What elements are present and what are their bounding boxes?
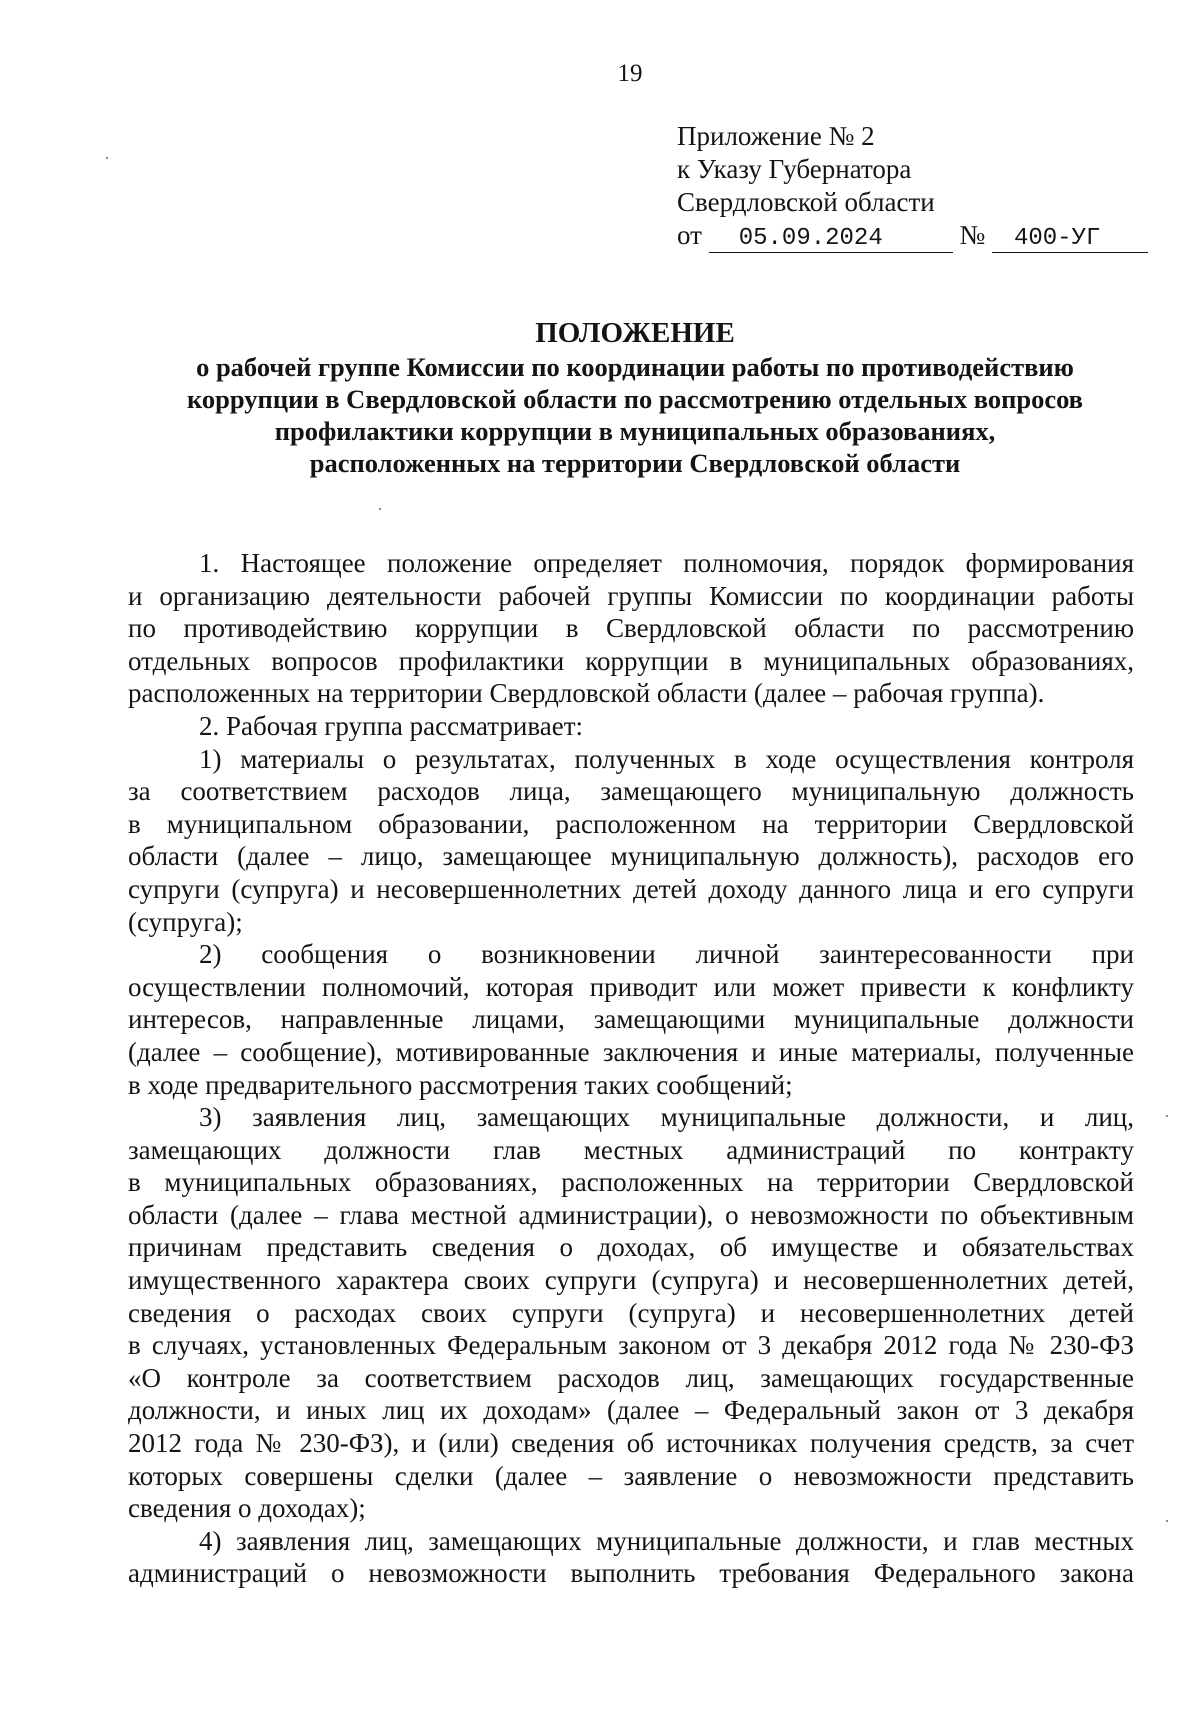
body-line: (далее – сообщение), мотивированные заключения и иные материалы, полученные [128, 1036, 1134, 1067]
date-prefix: от [677, 220, 702, 250]
document-title: ПОЛОЖЕНИЕ [535, 317, 735, 349]
scan-speck [1166, 1115, 1168, 1117]
body-line: (супруга); [128, 906, 243, 937]
subtitle-line: расположенных на территории Свердловской области [309, 448, 961, 478]
body-line: области (далее – глава местной администрации), о невозможности по объективным [128, 1199, 1134, 1230]
document-body [128, 547, 1134, 1590]
scan-speck [379, 508, 381, 510]
subtitle-line: о рабочей группе Комиссии по координации работы по противодействию [196, 352, 1074, 382]
body-line: 3) заявления лиц, замещающих муниципальные должности, и лиц, [199, 1102, 1134, 1133]
body-line: интересов, направленные лицами, замещающими муниципальные должности [128, 1004, 1134, 1035]
body-line: администраций о невозможности выполнить требования Федерального закона [128, 1558, 1134, 1589]
body-line: 2. Рабочая группа рассматривает: [199, 710, 583, 741]
body-line: которых совершены сделки (далее – заявление о невозможности представить [128, 1460, 1134, 1491]
subtitle-line: профилактики коррупции в муниципальных образованиях, [274, 416, 996, 446]
body-line: в муниципальных образованиях, расположенных на территории Свердловской [128, 1167, 1134, 1198]
body-line: имущественного характера своих супруги (супруга) и несовершеннолетних детей, [128, 1265, 1134, 1296]
body-line: причинам представить сведения о доходах, об имуществе и обязательствах [128, 1232, 1134, 1263]
title-block [100, 315, 1170, 479]
body-line: 2) сообщения о возникновении личной заинтересованности при [199, 939, 1134, 970]
body-line: по противодействию коррупции в Свердловской области по рассмотрению [128, 613, 1134, 644]
appendix-line-2: к Указу Губернатора [677, 154, 912, 184]
body-line: супруги (супруга) и несовершеннолетних детей доходу данного лица и его супруги [128, 873, 1134, 904]
body-line: расположенных на территории Свердловской области (далее – рабочая группа). [128, 678, 1045, 709]
body-line: за соответствием расходов лица, замещающего муниципальную должность [128, 776, 1134, 807]
scan-speck [1166, 1520, 1168, 1522]
body-line: «О контроле за соответствием расходов лиц, замещающих государственные [128, 1362, 1134, 1393]
body-line: в муниципальном образовании, расположенном на территории Свердловской [128, 808, 1134, 839]
body-line: сведения о доходах); [128, 1493, 366, 1524]
scan-speck [106, 157, 108, 159]
appendix-date-line [677, 219, 1148, 253]
body-line: 2012 года № 230-ФЗ), и (или) сведения об источниках получения средств, за счет [128, 1428, 1134, 1459]
body-line: осуществлении полномочий, которая приводит или может привести к конфликту [128, 971, 1134, 1002]
body-line: в случаях, установленных Федеральным законом от 3 декабря 2012 года № 230-ФЗ [128, 1330, 1134, 1361]
body-line: 1. Настоящее положение определяет полномочия, порядок формирования [199, 548, 1134, 578]
body-line: 4) заявления лиц, замещающих муниципальные должности, и глав местных [199, 1525, 1134, 1556]
appendix-line-3: Свердловской области [677, 187, 935, 217]
appendix-line-1: Приложение № 2 [677, 121, 875, 151]
body-line: в ходе предварительного рассмотрения таких сообщений; [128, 1069, 793, 1100]
body-line: сведения о расходах своих супруги (супруга) и несовершеннолетних детей [128, 1297, 1134, 1328]
subtitle-line: коррупции в Свердловской области по рассмотрению отдельных вопросов [187, 384, 1083, 414]
body-line: 1) материалы о результатах, полученных в ходе осуществления контроля [199, 743, 1134, 774]
page-number: 19 [617, 60, 643, 87]
body-line: должности, и иных лиц их доходам» (далее – Федеральный закон от 3 декабря [128, 1395, 1134, 1426]
body-line: и организацию деятельности рабочей группы Комиссии по координации работы [128, 580, 1134, 611]
date-value: 05.09.2024 [709, 226, 953, 253]
number-value: 400-УГ [992, 226, 1148, 253]
number-prefix: № [959, 220, 986, 250]
body-line: замещающих должности глав местных администраций по контракту [128, 1134, 1134, 1165]
appendix-block [677, 120, 1148, 253]
body-line: области (далее – лицо, замещающее муниципальную должность), расходов его [128, 841, 1134, 872]
body-line: отдельных вопросов профилактики коррупции в муниципальных образованиях, [128, 645, 1134, 676]
